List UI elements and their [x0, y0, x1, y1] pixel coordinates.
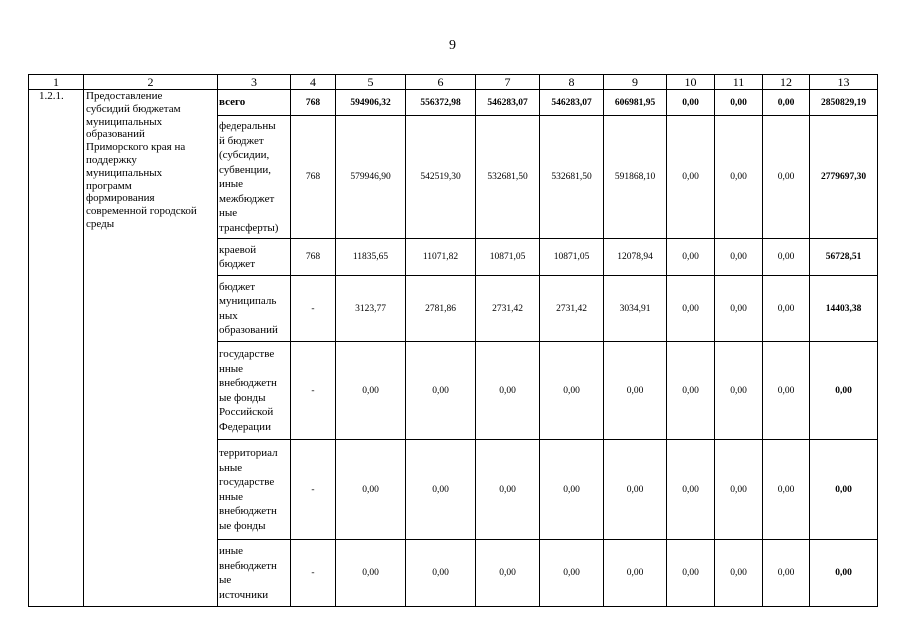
value-cell: 3123,77	[336, 276, 406, 342]
column-header: 5	[336, 75, 406, 90]
value-cell: 0,00	[336, 540, 406, 607]
value-cell: 0,00	[540, 342, 604, 440]
column-header: 6	[406, 75, 476, 90]
value-cell: 556372,98	[406, 90, 476, 116]
value-cell: 532681,50	[540, 116, 604, 239]
column-header: 9	[604, 75, 667, 90]
funding-source: краевой бюджет	[218, 239, 291, 276]
value-cell: 11835,65	[336, 239, 406, 276]
column-header: 12	[763, 75, 810, 90]
code-cell: -	[291, 276, 336, 342]
value-cell: 2781,86	[406, 276, 476, 342]
value-cell: 0,00	[604, 342, 667, 440]
value-cell: 0,00	[667, 116, 715, 239]
column-header: 1	[29, 75, 84, 90]
value-cell: 532681,50	[476, 116, 540, 239]
value-cell: 594906,32	[336, 90, 406, 116]
table-row	[29, 90, 878, 116]
code-cell: -	[291, 342, 336, 440]
item-number: 1.2.1.	[29, 90, 84, 607]
value-cell: 0,00	[336, 342, 406, 440]
column-header: 11	[715, 75, 763, 90]
value-cell: 0,00	[667, 342, 715, 440]
value-cell: 0,00	[763, 116, 810, 239]
total-cell: 56728,51	[810, 239, 878, 276]
code-cell: 768	[291, 90, 336, 116]
value-cell: 3034,91	[604, 276, 667, 342]
value-cell: 0,00	[667, 90, 715, 116]
value-cell: 0,00	[476, 540, 540, 607]
funding-source: федеральны й бюджет (субсидии, субвенции, иные межбюджет ные трансферты)	[218, 116, 291, 239]
value-cell: 11071,82	[406, 239, 476, 276]
value-cell: 10871,05	[540, 239, 604, 276]
value-cell: 2731,42	[476, 276, 540, 342]
column-header: 10	[667, 75, 715, 90]
value-cell: 0,00	[715, 239, 763, 276]
value-cell: 591868,10	[604, 116, 667, 239]
column-header: 13	[810, 75, 878, 90]
value-cell: 0,00	[763, 90, 810, 116]
column-header: 8	[540, 75, 604, 90]
value-cell: 0,00	[336, 440, 406, 540]
value-cell: 542519,30	[406, 116, 476, 239]
value-cell: 0,00	[715, 276, 763, 342]
value-cell: 0,00	[406, 440, 476, 540]
value-cell: 12078,94	[604, 239, 667, 276]
code-cell: -	[291, 540, 336, 607]
value-cell: 0,00	[715, 540, 763, 607]
value-cell: 0,00	[715, 90, 763, 116]
total-cell: 14403,38	[810, 276, 878, 342]
column-header: 2	[84, 75, 218, 90]
column-header: 4	[291, 75, 336, 90]
value-cell: 579946,90	[336, 116, 406, 239]
total-cell: 2850829,19	[810, 90, 878, 116]
funding-source: всего	[218, 90, 291, 116]
total-cell: 0,00	[810, 540, 878, 607]
value-cell: 0,00	[667, 276, 715, 342]
value-cell: 0,00	[715, 342, 763, 440]
value-cell: 0,00	[667, 540, 715, 607]
column-header: 7	[476, 75, 540, 90]
value-cell: 0,00	[406, 342, 476, 440]
value-cell: 0,00	[406, 540, 476, 607]
value-cell: 0,00	[476, 440, 540, 540]
value-cell: 0,00	[763, 440, 810, 540]
value-cell: 0,00	[763, 276, 810, 342]
value-cell: 10871,05	[476, 239, 540, 276]
value-cell: 0,00	[763, 342, 810, 440]
value-cell: 546283,07	[476, 90, 540, 116]
page-number: 9	[449, 38, 456, 53]
value-cell: 0,00	[667, 239, 715, 276]
item-name: Предоставление субсидий бюджетам муниципальных образований Приморского края на поддержку муниципальных программ формирования современной городской среды	[84, 90, 218, 607]
value-cell: 546283,07	[540, 90, 604, 116]
value-cell: 0,00	[540, 440, 604, 540]
code-cell: 768	[291, 116, 336, 239]
column-header: 3	[218, 75, 291, 90]
code-cell: 768	[291, 239, 336, 276]
value-cell: 0,00	[476, 342, 540, 440]
value-cell: 0,00	[604, 540, 667, 607]
value-cell: 0,00	[667, 440, 715, 540]
value-cell: 0,00	[540, 540, 604, 607]
total-cell: 0,00	[810, 440, 878, 540]
funding-table	[28, 74, 878, 607]
funding-source: государстве нные внебюджетн ые фонды Российской Федерации	[218, 342, 291, 440]
value-cell: 0,00	[715, 116, 763, 239]
value-cell: 0,00	[604, 440, 667, 540]
funding-source: иные внебюджетн ые источники	[218, 540, 291, 607]
total-cell: 2779697,30	[810, 116, 878, 239]
value-cell: 0,00	[715, 440, 763, 540]
value-cell: 0,00	[763, 239, 810, 276]
value-cell: 0,00	[763, 540, 810, 607]
total-cell: 0,00	[810, 342, 878, 440]
value-cell: 606981,95	[604, 90, 667, 116]
funding-source: территориал ьные государстве нные внебюджетн ые фонды	[218, 440, 291, 540]
code-cell: -	[291, 440, 336, 540]
value-cell: 2731,42	[540, 276, 604, 342]
column-number-row	[29, 75, 878, 90]
funding-source: бюджет муниципаль ных образований	[218, 276, 291, 342]
